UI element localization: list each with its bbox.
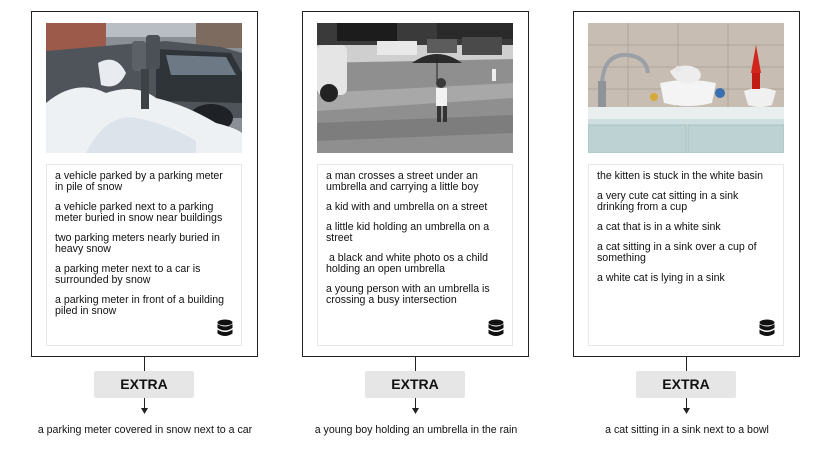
caption: a young person with an umbrella is crossing a busy intersection [326,283,493,306]
caption: a very cute cat sitting in a sink drinking from a cup [597,190,742,213]
caption: a parking meter in front of a building piled in snow [55,294,227,317]
caption: a vehicle parked by a parking meter in pile of snow [55,170,226,193]
generated-caption: a parking meter covered in snow next to a car [37,424,253,436]
database-icon [759,319,775,339]
database-icon [217,319,233,339]
captions-box [317,164,513,346]
panel-card [573,11,800,357]
panel-3 [542,0,802,467]
photo-boy-umbrella [317,23,513,153]
connector-line [686,357,687,371]
caption: a cat sitting in a sink over a cup of something [597,241,760,264]
extra-module: EXTRA [636,371,736,398]
captions-box [588,164,784,346]
panel-2 [271,0,531,467]
down-arrow-icon [411,398,420,415]
caption: the kitten is stuck in the white basin [597,170,764,182]
photo-parking-meter-snow [46,23,242,153]
database-icon [488,319,504,339]
connector-line [144,357,145,371]
caption: a man crosses a street under an umbrella and carrying a little boy [326,170,481,193]
down-arrow-icon [682,398,691,415]
extra-module: EXTRA [365,371,465,398]
caption: a white cat is lying in a sink [597,272,725,284]
generated-caption: a cat sitting in a sink next to a bowl [605,424,769,436]
captions-box [46,164,242,346]
panel-card [31,11,258,357]
connector-line [415,357,416,371]
caption: a parking meter next to a car is surrounded by snow [55,263,204,286]
generated-caption: a young boy holding an umbrella in the rain [314,424,518,436]
caption: a vehicle parked next to a parking meter buried in snow near buildings [55,201,223,224]
extra-module: EXTRA [94,371,194,398]
down-arrow-icon [140,398,149,415]
panel-card [302,11,529,357]
caption: a kid with and umbrella on a street [326,201,488,213]
caption: two parking meters nearly buried in heavy snow [55,232,223,255]
caption: a cat that is in a white sink [597,221,721,233]
photo-cat-sink [588,23,784,153]
caption: a little kid holding an umbrella on a street [326,221,493,244]
panel-1 [0,0,260,467]
caption: a black and white photo os a child holding an open umbrella [326,252,491,275]
